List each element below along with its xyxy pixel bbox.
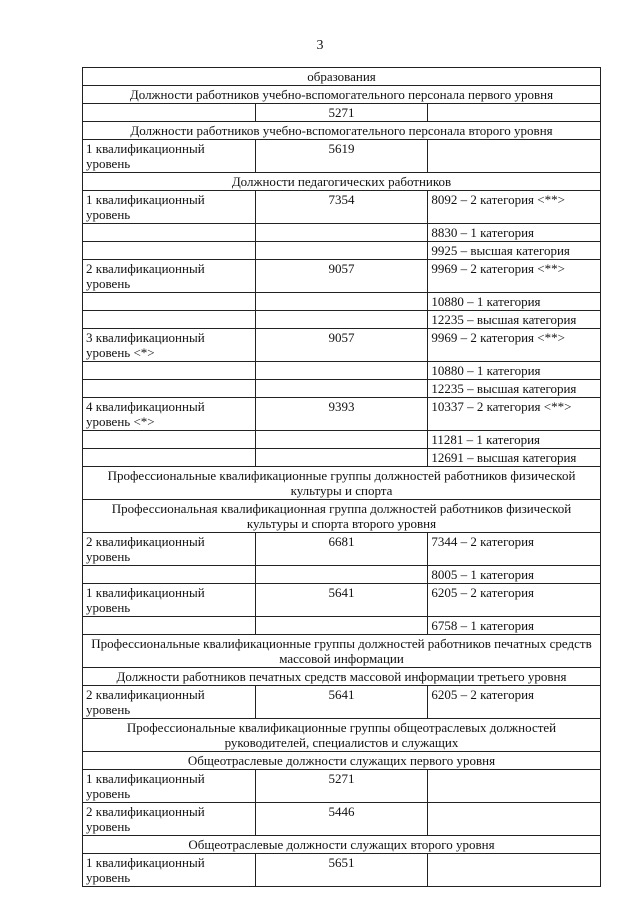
category-cell xyxy=(428,104,601,122)
level-cell: 1 квалификационный уровень xyxy=(83,140,256,173)
category-cell xyxy=(428,803,601,836)
section-header: Должности педагогических работников xyxy=(83,173,601,191)
level-cell: 2 квалификационный уровень xyxy=(83,686,256,719)
section-header: Должности работников учебно-вспомогательного персонала второго уровня xyxy=(83,122,601,140)
category-cell: 8092 – 2 категория <**> xyxy=(428,191,601,224)
table-row xyxy=(83,242,601,260)
section-header-row xyxy=(83,752,601,770)
table-row xyxy=(83,686,601,719)
table-row xyxy=(83,449,601,467)
salary-cell: 9393 xyxy=(255,398,428,431)
level-cell xyxy=(83,431,256,449)
salary-cell xyxy=(255,224,428,242)
salary-cell xyxy=(255,362,428,380)
section-header-row xyxy=(83,68,601,86)
table-row xyxy=(83,398,601,431)
salary-cell xyxy=(255,566,428,584)
section-header: Профессиональные квалификационные группы общеотраслевых должностей руководителей, специалистов и служащих xyxy=(83,719,601,752)
section-header: Общеотраслевые должности служащих второго уровня xyxy=(83,836,601,854)
table-row xyxy=(83,140,601,173)
table-row xyxy=(83,191,601,224)
section-header-row xyxy=(83,173,601,191)
category-cell: 7344 – 2 категория xyxy=(428,533,601,566)
section-header-row xyxy=(83,86,601,104)
salary-cell: 9057 xyxy=(255,260,428,293)
level-cell: 3 квалификационный уровень <*> xyxy=(83,329,256,362)
category-cell: 6758 – 1 категория xyxy=(428,617,601,635)
salary-cell xyxy=(255,242,428,260)
level-cell xyxy=(83,380,256,398)
table-row xyxy=(83,533,601,566)
level-cell xyxy=(83,311,256,329)
level-cell xyxy=(83,293,256,311)
salary-cell: 5271 xyxy=(255,770,428,803)
level-cell: 4 квалификационный уровень <*> xyxy=(83,398,256,431)
section-header-row xyxy=(83,467,601,500)
section-header-row xyxy=(83,836,601,854)
salary-cell: 5271 xyxy=(255,104,428,122)
category-cell: 9969 – 2 категория <**> xyxy=(428,260,601,293)
section-header: Должности работников учебно-вспомогательного персонала первого уровня xyxy=(83,86,601,104)
level-cell xyxy=(83,242,256,260)
section-header-row xyxy=(83,122,601,140)
table-row xyxy=(83,104,601,122)
section-header-row xyxy=(83,635,601,668)
level-cell xyxy=(83,449,256,467)
category-cell: 10880 – 1 категория xyxy=(428,362,601,380)
salary-cell: 5446 xyxy=(255,803,428,836)
page-number: 3 xyxy=(316,38,324,53)
level-cell xyxy=(83,224,256,242)
table-row xyxy=(83,584,601,617)
category-cell: 12235 – высшая категория xyxy=(428,311,601,329)
table-row xyxy=(83,260,601,293)
category-cell: 10337 – 2 категория <**> xyxy=(428,398,601,431)
salary-cell xyxy=(255,449,428,467)
table-row xyxy=(83,224,601,242)
salary-table xyxy=(82,67,601,887)
section-header-row xyxy=(83,500,601,533)
section-header-row xyxy=(83,668,601,686)
level-cell: 1 квалификационный уровень xyxy=(83,854,256,887)
salary-table-body xyxy=(83,68,601,887)
category-cell: 12235 – высшая категория xyxy=(428,380,601,398)
table-row xyxy=(83,293,601,311)
category-cell: 6205 – 2 категория xyxy=(428,686,601,719)
category-cell: 9925 – высшая категория xyxy=(428,242,601,260)
section-header: Должности работников печатных средств массовой информации третьего уровня xyxy=(83,668,601,686)
category-cell: 9969 – 2 категория <**> xyxy=(428,329,601,362)
table-row xyxy=(83,431,601,449)
salary-cell: 5619 xyxy=(255,140,428,173)
salary-cell xyxy=(255,293,428,311)
section-header: Профессиональные квалификационные группы должностей работников печатных средств массовой информации xyxy=(83,635,601,668)
level-cell: 2 квалификационный уровень xyxy=(83,803,256,836)
level-cell: 2 квалификационный уровень xyxy=(83,260,256,293)
salary-cell: 5641 xyxy=(255,686,428,719)
table-row xyxy=(83,803,601,836)
category-cell: 8830 – 1 категория xyxy=(428,224,601,242)
salary-cell xyxy=(255,431,428,449)
category-cell: 6205 – 2 категория xyxy=(428,584,601,617)
section-header: Профессиональные квалификационные группы должностей работников физической культуры и спорта xyxy=(83,467,601,500)
salary-cell: 5641 xyxy=(255,584,428,617)
table-row xyxy=(83,770,601,803)
level-cell xyxy=(83,362,256,380)
level-cell xyxy=(83,617,256,635)
table-row xyxy=(83,380,601,398)
salary-cell: 6681 xyxy=(255,533,428,566)
category-cell: 11281 – 1 категория xyxy=(428,431,601,449)
table-row xyxy=(83,854,601,887)
salary-cell: 7354 xyxy=(255,191,428,224)
level-cell xyxy=(83,104,256,122)
category-cell xyxy=(428,140,601,173)
salary-cell xyxy=(255,617,428,635)
table-row xyxy=(83,311,601,329)
salary-cell: 5651 xyxy=(255,854,428,887)
category-cell xyxy=(428,770,601,803)
category-cell: 12691 – высшая категория xyxy=(428,449,601,467)
salary-cell xyxy=(255,380,428,398)
category-cell: 10880 – 1 категория xyxy=(428,293,601,311)
table-row xyxy=(83,362,601,380)
level-cell: 2 квалификационный уровень xyxy=(83,533,256,566)
salary-cell xyxy=(255,311,428,329)
level-cell: 1 квалификационный уровень xyxy=(83,584,256,617)
table-row xyxy=(83,566,601,584)
section-header: образования xyxy=(83,68,601,86)
section-header-row xyxy=(83,719,601,752)
category-cell: 8005 – 1 категория xyxy=(428,566,601,584)
section-header: Общеотраслевые должности служащих первого уровня xyxy=(83,752,601,770)
table-row xyxy=(83,617,601,635)
level-cell: 1 квалификационный уровень xyxy=(83,191,256,224)
section-header: Профессиональная квалификационная группа должностей работников физической культуры и спорта второго уровня xyxy=(83,500,601,533)
category-cell xyxy=(428,854,601,887)
level-cell: 1 квалификационный уровень xyxy=(83,770,256,803)
salary-cell: 9057 xyxy=(255,329,428,362)
table-row xyxy=(83,329,601,362)
level-cell xyxy=(83,566,256,584)
